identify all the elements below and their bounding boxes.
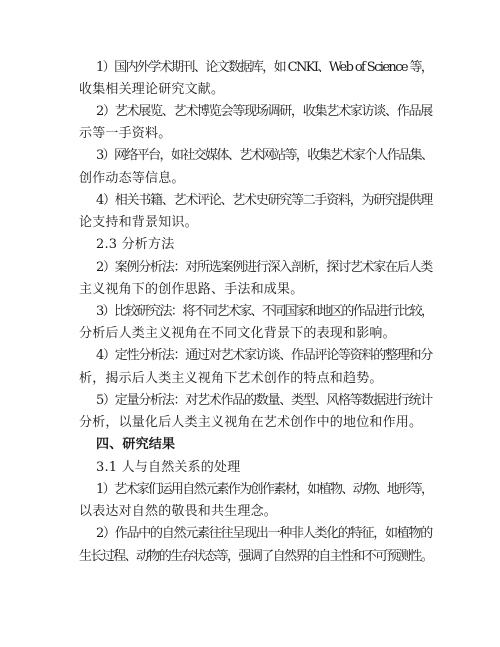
section-heading: 3.1 人与自然关系的处理	[96, 460, 241, 475]
section-heading: 2.3 分析方法	[96, 237, 175, 252]
text-line: 2）艺术展览、艺术博览会等现场调研，收集艺术家访谈、作品展	[96, 104, 433, 119]
chapter-heading: 四、研究结果	[96, 437, 176, 452]
text-line: 4）定性分析法：通过对艺术家访谈、作品评论等资料的整理和分	[96, 348, 433, 363]
text-line: 收集相关理论研究文献。	[79, 82, 225, 97]
text-line: 生长过程、动物的生存状态等，强调了自然界的自主性和不可预测性。	[79, 549, 433, 564]
text-line: 示等一手资料。	[79, 126, 172, 141]
text-line: 析，揭示后人类主义视角下艺术创作的特点和趋势。	[79, 371, 383, 386]
text-line: 4）相关书籍、艺术评论、艺术史研究等二手资料，为研究提供理	[96, 193, 433, 208]
text-line: 以表达对自然的敬畏和共生理念。	[79, 504, 278, 519]
text-line: 5）定量分析法：对艺术作品的数量、类型、风格等数据进行统计	[96, 393, 433, 408]
text-line: 3）比较研究法：将不同艺术家、不同国家和地区的作品进行比较，	[96, 304, 433, 319]
text-line: 1）艺术家们运用自然元素作为创作素材，如植物、动物、地形等，	[96, 482, 433, 497]
text-line: 分析后人类主义视角在不同文化背景下的表现和影响。	[79, 326, 396, 341]
text-line: 1）国内外学术期刊、论文数据库，如 CNKI、Web of Science 等，	[96, 60, 433, 75]
text-line: 2）作品中的自然元素往往呈现出一种非人类化的特征，如植物的	[96, 526, 433, 541]
text-line: 主义视角下的创作思路、手法和成果。	[79, 282, 304, 297]
text-line: 2）案例分析法：对所选案例进行深入剖析，探讨艺术家在后人类	[96, 260, 433, 275]
text-line: 论支持和背景知识。	[79, 215, 198, 230]
text-line: 分析，以量化后人类主义视角在艺术创作中的地位和作用。	[79, 415, 423, 430]
text-line: 3）网络平台，如社交媒体、艺术网站等，收集艺术家个人作品集、	[96, 148, 433, 163]
text-line: 创作动态等信息。	[79, 171, 185, 186]
